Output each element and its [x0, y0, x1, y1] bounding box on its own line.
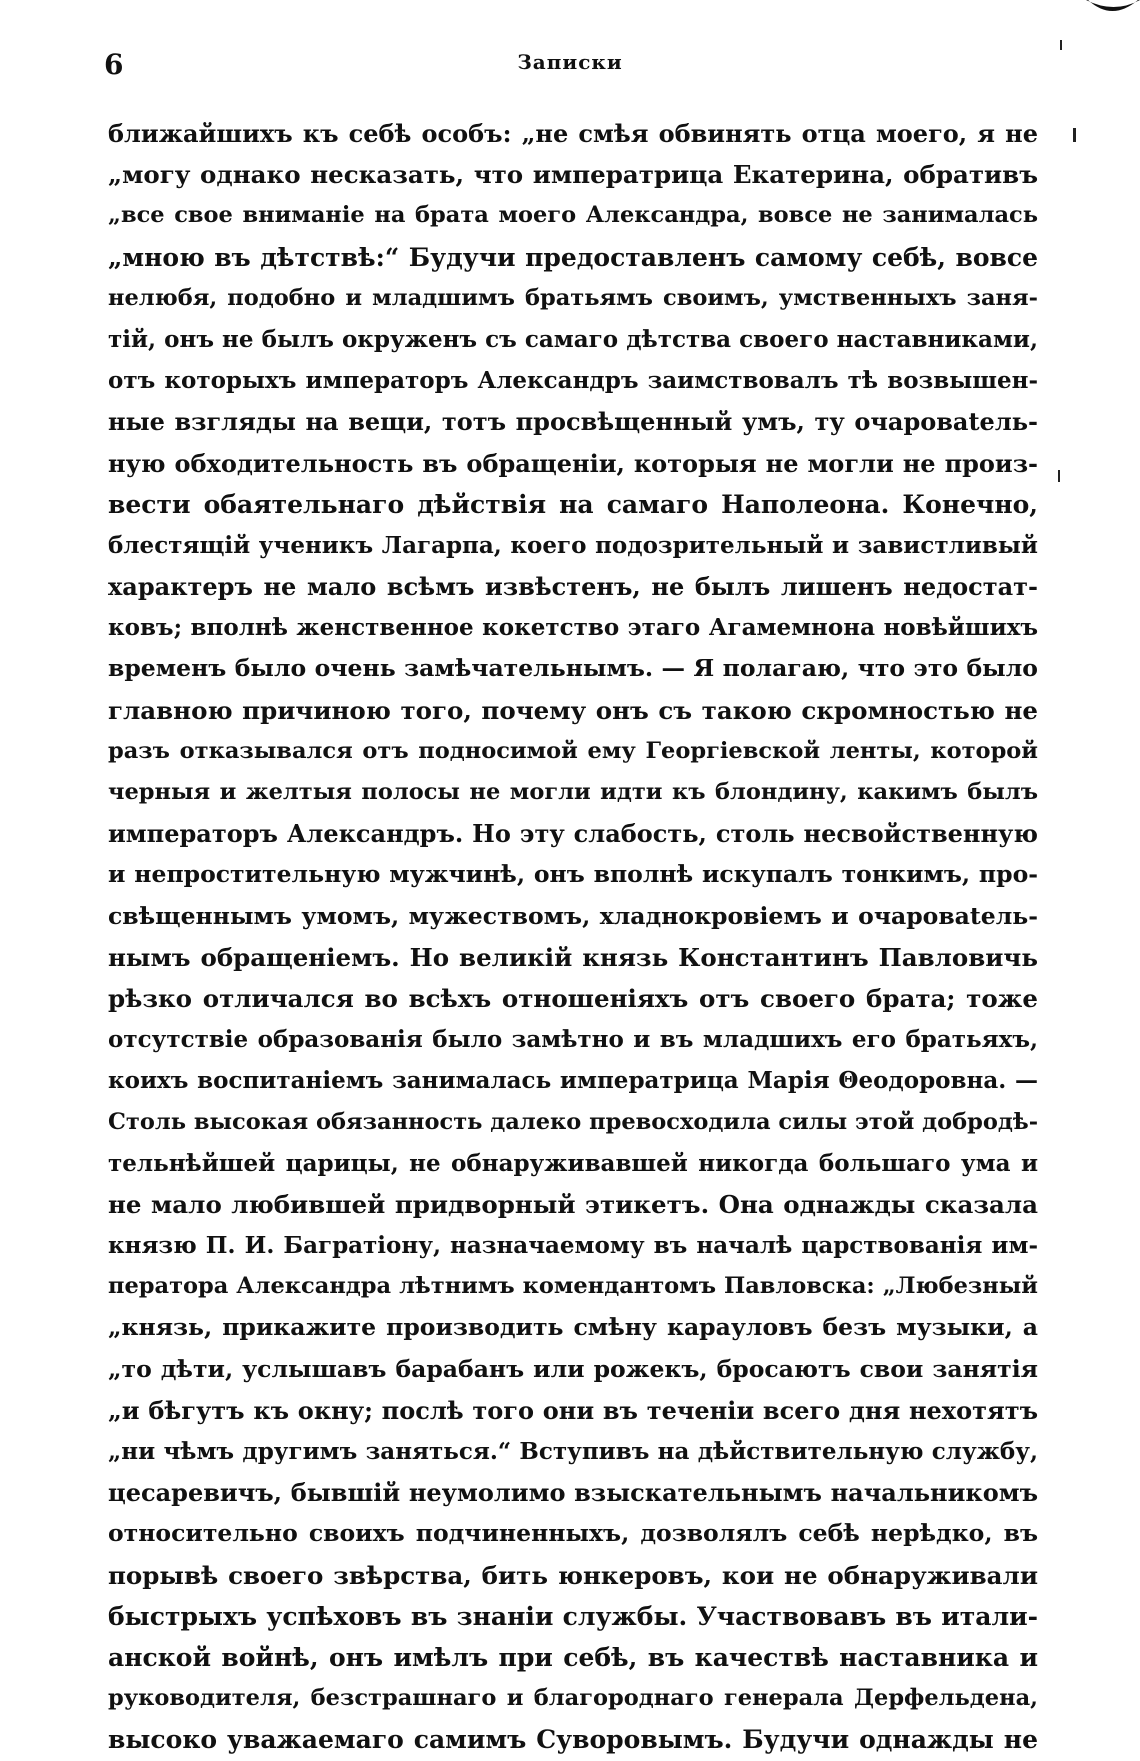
text-line: и непростительную мужчинѣ, онъ вполнѣ искупалъ тонкимъ, про-	[108, 860, 1038, 889]
text-line: „и бѣгутъ къ окну; послѣ того они въ теченіи всего дня нехотятъ	[108, 1395, 1038, 1425]
text-line: отсутствіе образованія было замѣтно и въ младшихъ его братьяхъ,	[108, 1026, 1038, 1054]
text-line: черныя и желтыя полосы не могли идти къ блондину, какимъ былъ	[108, 779, 1038, 805]
text-line: рѣзко отличался во всѣхъ отношеніяхъ отъ своего брата; тоже	[108, 983, 1038, 1013]
text-line: нымъ обращеніемъ. Но великій князь Константинъ Павловичь	[108, 942, 1038, 972]
text-line: „то дѣти, услышавъ барабанъ или рожекъ, бросаютъ свои занятія	[108, 1354, 1038, 1383]
text-line: ные взгляды на вещи, тотъ просвѣщенный умъ, ту очаровatель-	[108, 407, 1038, 437]
text-line: главною причиною того, почему онъ съ такою скромностью не	[108, 695, 1038, 725]
text-line: „мною въ дѣтствѣ:“ Будучи предоставленъ самому себѣ, вовсе	[108, 242, 1038, 272]
text-line: руководителя, безстрашнаго и благороднаго генерала Дерфельдена,	[108, 1685, 1038, 1712]
margin-speck	[1058, 470, 1060, 482]
text-line: тельнѣйшей царицы, не обнаруживавшей никогда большаго ума и	[108, 1149, 1038, 1177]
text-line: высоко уважаемаго самимъ Суворовымъ. Будучи однажды не	[108, 1725, 1038, 1755]
body-text	[108, 113, 1038, 1761]
text-line: тій, онъ не былъ окруженъ съ самаго дѣтства своего наставниками,	[108, 325, 1038, 353]
text-line: „князь, прикажите производить смѣну карауловъ безъ музыки, а	[108, 1313, 1038, 1342]
text-line: не мало любившей придворный этикетъ. Она однажды сказала	[108, 1189, 1038, 1219]
margin-speck	[1073, 128, 1076, 142]
text-line: „все свое вниманіе на брата моего Александра, вовсе не занималась	[108, 202, 1038, 229]
text-line: императоръ Александръ. Но эту слабость, столь несвойственную	[108, 819, 1038, 849]
text-line: быстрыхъ успѣховъ въ знаніи службы. Участвовавъ въ итали-	[108, 1601, 1038, 1631]
text-line: ближайшихъ къ себѣ особъ: „не смѣя обвинять отца моего, я не	[108, 119, 1038, 148]
text-line: ную обходительность въ обращеніи, которыя не могли не произ-	[108, 448, 1038, 478]
text-line: отъ которыхъ императоръ Александръ заимствовалъ тѣ возвышен-	[108, 367, 1038, 395]
text-line: относительно своихъ подчиненныхъ, дозволялъ себѣ нерѣдко, въ	[108, 1519, 1038, 1548]
text-line: ператора Александра лѣтнимъ комендантомъ Павловска: „Любезный	[108, 1273, 1038, 1300]
text-line: цесаревичъ, бывшій неумолимо взыскательнымъ начальникомъ	[108, 1478, 1038, 1508]
text-line: порывѣ своего звѣрства, бить юнкеровъ, кои не обнаруживали	[108, 1560, 1038, 1590]
text-line: нелюбя, подобно и младшимъ братьямъ своимъ, умственныхъ заня-	[108, 284, 1038, 311]
page-number: 6	[104, 48, 124, 81]
margin-speck	[1060, 40, 1062, 50]
text-line: временъ было очень замѣчательнымъ. — Я полагаю, что это было	[108, 654, 1038, 683]
text-line: вести обаятельнаго дѣйствія на самаго Наполеона. Конечно,	[108, 489, 1038, 519]
text-line: ковъ; вполнѣ женственное кокетство этаго Агамемнона новѣйшихъ	[108, 614, 1038, 642]
text-line: разъ отказывался отъ подносимой ему Георгіевской ленты, которой	[108, 737, 1038, 764]
running-title: Записки	[517, 50, 623, 74]
text-line: Столь высокая обязанность далеко превосходила силы этой добродѣ-	[108, 1108, 1038, 1135]
text-line: князю П. И. Багратіону, назначаемому въ началѣ царствованія им-	[108, 1232, 1038, 1260]
text-line: коихъ воспитаніемъ занималась императрица Марія Θеодоровна. —	[108, 1067, 1038, 1095]
text-line: свѣщеннымъ умомъ, мужествомъ, хладнокровіемъ и очаровatель-	[108, 901, 1038, 930]
text-line: анской войнѣ, онъ имѣлъ при себѣ, въ качествѣ наставника и	[108, 1642, 1038, 1672]
text-line: блестящій ученикъ Лагарпа, коего подозрительный и завистливый	[108, 531, 1038, 559]
text-line: „ни чѣмъ другимъ заняться.“ Вступивъ на дѣйствительную службу,	[108, 1438, 1038, 1465]
text-line: характеръ не мало всѣмъ извѣстенъ, не былъ лишенъ недостат-	[108, 572, 1038, 602]
page-corner-blot	[1084, 0, 1140, 16]
text-line: „могу однако несказать, что императрица Екатерина, обративъ	[108, 160, 1038, 190]
